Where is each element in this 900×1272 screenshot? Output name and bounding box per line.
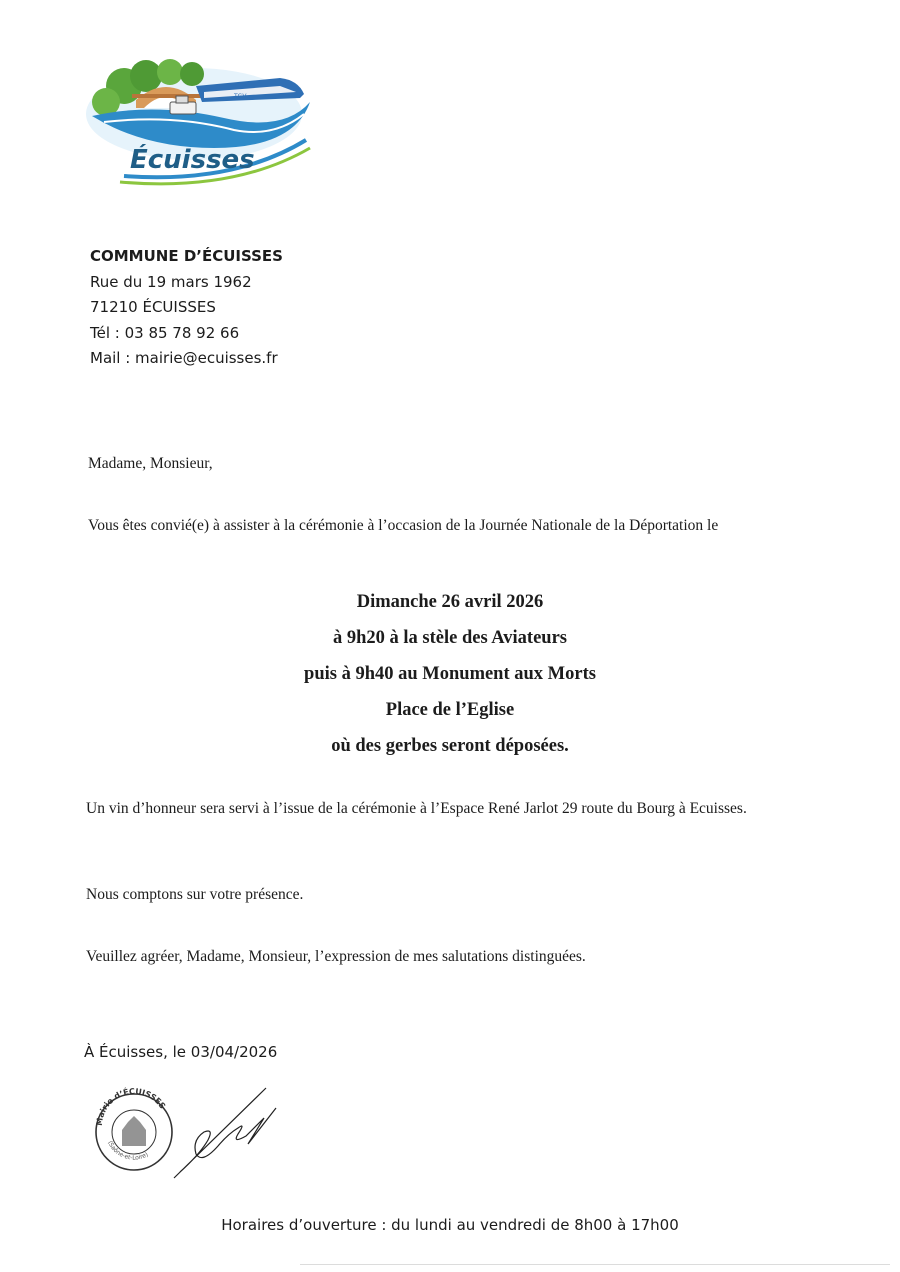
svg-text:(Saône-et-Loire): (Saône-et-Loire) (106, 1139, 150, 1162)
vin-honneur-text: Un vin d’honneur sera servi à l’issue de la cérémonie à l’Espace René Jarlot 29 route du Bourg à Ecuisses. (86, 800, 747, 817)
intro-text: Vous êtes convié(e) à assister à la cérémonie à l’occasion de la Journée Nationale de la Déportation le (88, 517, 719, 534)
presence-text: Nous comptons sur votre présence. (86, 886, 304, 903)
event-details (0, 584, 900, 764)
address-city: 71210 ÉCUISSES (90, 298, 216, 316)
address-street: Rue du 19 mars 1962 (90, 272, 252, 291)
event-note: où des gerbes seront déposées. (331, 736, 569, 756)
svg-text:Mairie d’ÉCUISSES: Mairie d’ÉCUISSES (94, 1086, 168, 1127)
place-date: À Écuisses, le 03/04/2026 (84, 1043, 278, 1061)
svg-text:Écuisses: Écuisses (130, 145, 255, 175)
sender-address (90, 244, 283, 372)
handwritten-signature (174, 1088, 276, 1178)
greeting: Madame, Monsieur, (88, 455, 213, 472)
event-time-monument: puis à 9h40 au Monument aux Morts (304, 664, 596, 684)
commune-name: COMMUNE D’ÉCUISSES (90, 247, 283, 265)
opening-hours: Horaires d’ouverture : du lundi au vendredi de 8h00 à 17h00 (221, 1216, 679, 1234)
stamp-and-signature (88, 1082, 278, 1186)
email: Mail : mairie@ecuisses.fr (90, 349, 278, 367)
footer-divider (300, 1264, 890, 1265)
event-date: Dimanche 26 avril 2026 (356, 592, 544, 612)
event-time-stele: à 9h20 à la stèle des Aviateurs (333, 628, 567, 648)
event-place: Place de l’Eglise (385, 700, 515, 720)
official-stamp (95, 1086, 172, 1170)
commune-logo (84, 56, 316, 198)
svg-text:TGV: TGV (234, 93, 247, 100)
phone: Tél : 03 85 78 92 66 (90, 323, 240, 342)
salutations-text: Veuillez agréer, Madame, Monsieur, l’expression de mes salutations distinguées. (86, 948, 586, 965)
